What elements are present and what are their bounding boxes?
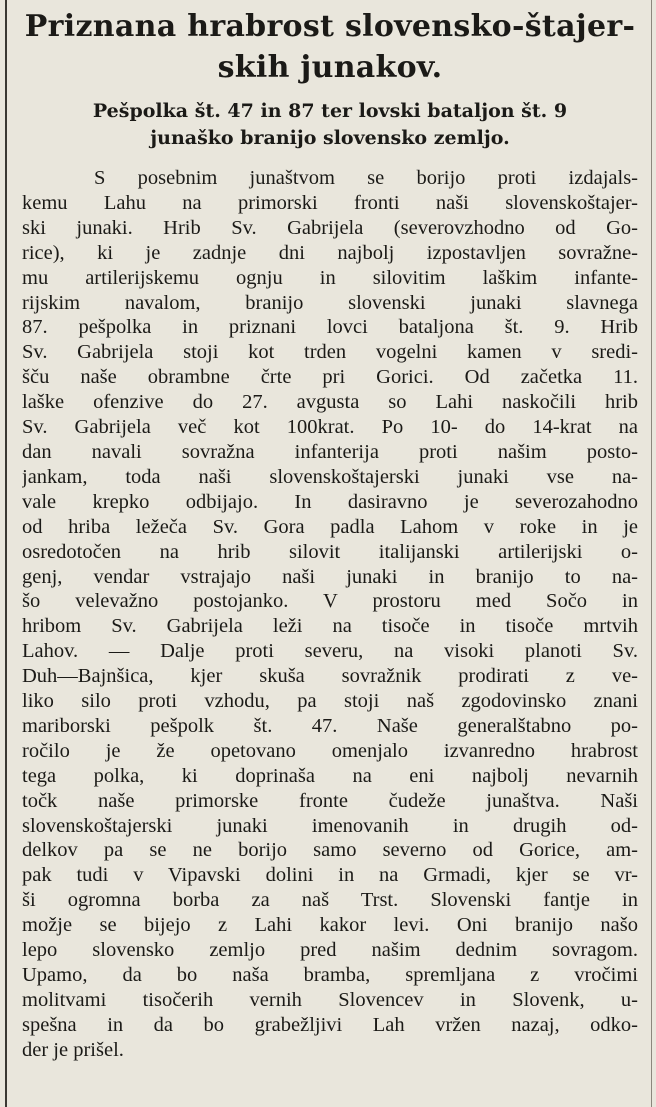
body-text-line: laške ofenzive do 27. avgusta so Lahi naskočili hrib [22,391,638,414]
body-text-line: točk naše primorske fronte čudeže junaštva. Naši [22,789,638,812]
article-subheadline [22,98,638,152]
body-text-line: S posebnim junaštvom se borijo proti izdajals- [94,167,638,189]
body-text-line: mariborski pešpolk št. 47. Naše generalštabno po- [22,714,638,737]
body-text-line: kemu Lahu na primorski fronti naši slovenskoštajer- [22,191,638,214]
body-text-line: hribom Sv. Gabrijela leži na tisoče in tisoče mrtvih [22,615,638,638]
body-text-line: delkov pa se ne borijo samo severno od Gorice, am- [22,839,638,862]
body-text-line: jankam, toda naši slovenskoštajerski junaki vse na- [22,465,638,488]
body-text-line: molitvami tisočerih vernih Slovencev in Slovenk, u- [22,988,638,1011]
body-text-line: lepo slovensko zemljo pred našim dednim sovragom. [22,939,638,962]
body-text-line: Sv. Gabrijela stoji kot trden vogelni kamen v sredi- [22,341,638,364]
body-text-line: vale krepko odbijajo. In dasiravno je severozahodno [22,490,638,513]
body-text-line: liko silo proti vzhodu, pa stoji naš zgodovinsko znani [22,690,638,713]
body-text-line: spešna in da bo grabežljivi Lah vržen nazaj, odko- [22,1013,638,1036]
body-text-line: slovenskoštajerski junaki imenovanih in drugih od- [22,814,638,837]
body-text-line: šču naše obrambne črte pri Gorici. Od začetka 11. [22,366,638,389]
body-text-line: Duh—Bajnšica, kjer skuša sovražnik prodirati z ve- [22,665,638,688]
headline-line: skih junakov. [217,50,443,85]
body-text-line: osredotočen na hrib silovit italijanski artilerijski o- [22,540,638,563]
article-body [22,166,638,1063]
body-text-line: šo velevažno postojanko. V prostoru med Sočo in [22,590,638,613]
body-text-line: der je prišel. [22,1038,124,1061]
subhead-line: junaško branijo slovensko zemljo. [150,127,510,149]
body-text-line: ši ogromna borba za naš Trst. Slovenski fantje in [22,889,638,912]
body-text-line: možje se bijejo z Lahi kakor levi. Oni branijo našo [22,914,638,937]
body-text-line: ski junaki. Hrib Sv. Gabrijela (severovzhodno od Go- [22,216,638,239]
body-text-line: od hriba ležeča Sv. Gora padla Lahom v roke in je [22,515,638,538]
body-text-line: rijskim navalom, branijo slovenski junaki slavnega [22,291,638,314]
column-rule-left [5,0,7,1107]
article-headline [22,6,638,88]
body-text-line: 87. pešpolka in priznani lovci bataljona št. 9. Hrib [22,316,638,339]
body-text-line: dan navali sovražna infanterija proti našim posto- [22,440,638,463]
body-text-line: tega polka, ki doprinaša na eni najbolj nevarnih [22,764,638,787]
body-text-line: mu artilerijskemu ognju in silovitim laškim infante- [22,266,638,289]
subhead-line: Pešpolka št. 47 in 87 ter lovski bataljon št. 9 [92,100,568,122]
body-text-line: Lahov. — Dalje proti severu, na visoki planoti Sv. [22,640,638,663]
headline-line: Priznana hrabrost slovensko-štajer- [24,9,636,44]
body-text-line: ročilo je že opetovano omenjalo izvanredno hrabrost [22,739,638,762]
body-text-line: genj, vendar vstrajajo naši junaki in branijo to na- [22,565,638,588]
body-text-line: rice), ki je zadnje dni najbolj izpostavljen sovražne- [22,241,638,264]
column-rule-right [651,0,652,1107]
body-text-line: pak tudi v Vipavski dolini in na Grmadi, kjer se vr- [22,864,638,887]
body-text-line: Sv. Gabrijela več kot 100krat. Po 10- do 14-krat na [22,416,638,439]
body-text-line: Upamo, da bo naša bramba, spremljana z vročimi [22,964,638,986]
